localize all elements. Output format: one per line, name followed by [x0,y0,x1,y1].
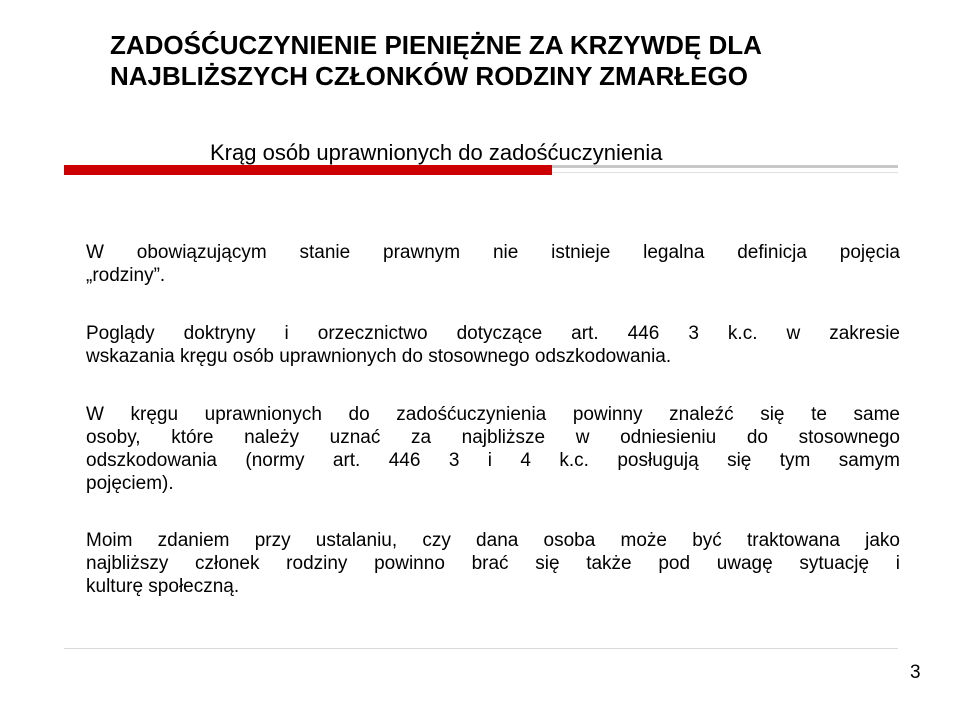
paragraph-line: wskazania kręgu osób uprawnionych do stosownego odszkodowania. [86,346,672,367]
title-rule-thin [552,172,898,173]
page-number: 3 [910,662,921,683]
paragraph-line: W kręgu uprawnionych do zadośćuczynienia powinny znaleźć się te same [86,404,900,425]
paragraph-line: najbliższy członek rodziny powinno brać się także pod uwagę sytuację i [86,553,900,574]
paragraph-line: odszkodowania (normy art. 446 3 i 4 k.c. posługują się tym samym [86,450,900,471]
slide-title [110,30,930,92]
accent-bar [64,165,552,175]
paragraph-line: W obowiązującym stanie prawnym nie istnieje legalna definicja pojęcia [86,242,900,263]
paragraph-definition [86,241,900,287]
paragraph-line: „rodziny”. [86,265,166,286]
paragraph-line: osoby, które należy uznać za najbliższe w odniesieniu do stosownego [86,427,900,448]
footer-rule [64,648,898,649]
slide-title-line-1: ZADOŚĆUCZYNIENIE PIENIĘŻNE ZA KRZYWDĘ DLA [110,30,762,60]
paragraph-entitled-circle [86,403,900,495]
slide-subtitle: Krąg osób uprawnionych do zadośćuczynienia [210,140,663,165]
paragraph-line: Moim zdaniem przy ustalaniu, czy dana osoba może być traktowana jako [86,530,900,551]
paragraph-doctrine [86,322,900,368]
paragraph-line: Poglądy doktryny i orzecznictwo dotyczące art. 446 3 k.c. w zakresie [86,323,900,344]
paragraph-line: pojęciem). [86,473,174,494]
paragraph-opinion [86,529,900,598]
paragraph-line: kulturę społeczną. [86,576,240,597]
title-rule [552,165,898,168]
slide-title-line-2: NAJBLIŻSZYCH CZŁONKÓW RODZINY ZMARŁEGO [110,61,748,91]
